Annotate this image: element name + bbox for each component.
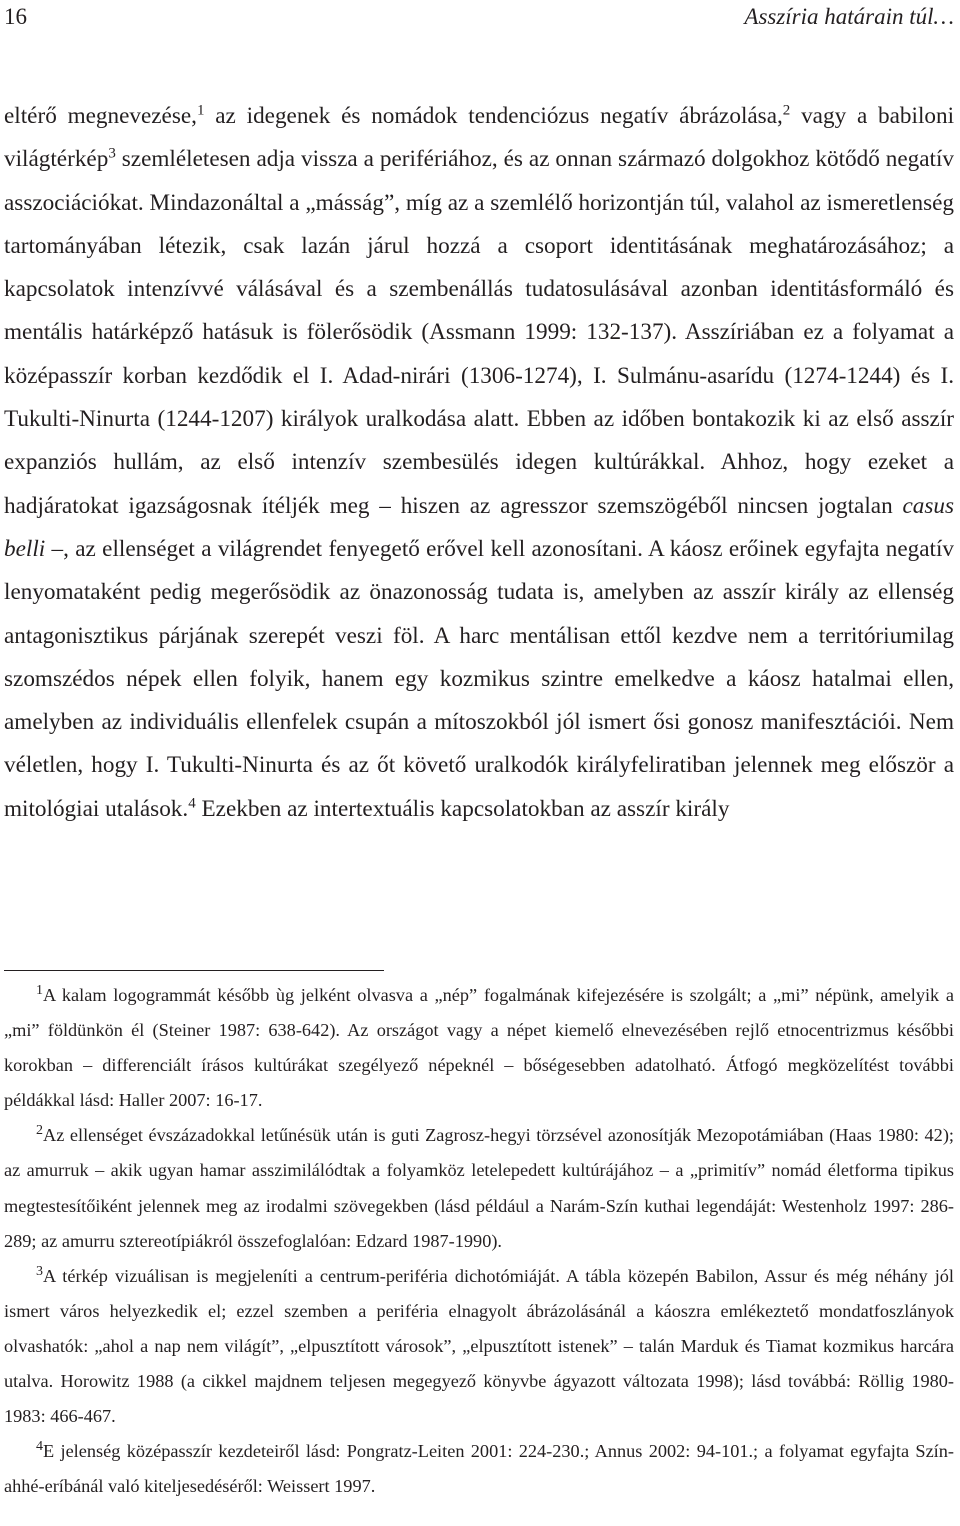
page-number: 16 <box>4 4 27 29</box>
latin-term: casus belli <box>4 492 954 562</box>
text-run: eltérő megnevezése, <box>4 103 197 129</box>
footnote-ref-3[interactable]: 3 <box>108 145 116 162</box>
main-paragraph <box>4 95 954 831</box>
text-run: –, az ellenséget a világrendet fenyegető erővel kell azonosítani. A káosz erőinek egyfajta negatív lenyomataként pedig megerősödik az önazonosság tudata is, amelyben az asszír király az ellenség antagonisztikus párjának szerepét veszi föl. A harc mentálisan ettől kezdve nem a territóriumilag szomszédos népek ellen folyik, hanem egy kozmikus szintre emelkedve a káosz hatalmai ellen, amelyben az individuális ellenfelek csupán a mítoszokból jól ismert ősi gonosz manifesztációi. Nem véletlen, hogy I. Tukulti-Ninurta és az őt követő uralkodók királyfeliratiban jelennek meg először a mitológiai utalások. <box>4 535 954 822</box>
running-head <box>4 0 954 34</box>
footnote-mark: 2 <box>36 1123 43 1139</box>
footnote-text: Az ellenséget évszázadokkal letűnésük után is guti Zagrosz-hegyi törzsével azonosítják Mezopotámiában (Haas 1980: 42); az amurruk – akik ugyan hamar asszimilálódtak a folyamköz letelepedett kultúrájához – a „primitív” nomád életforma tipikus megtestesítőiként jelennek meg az irodalmi szövegekben (lásd például a Narám-Szín kuthai legendáját: Westenholz 1997: 286-289; az amurru sztereotípiákról összefoglalóan: Edzard 1987-1990). <box>4 1125 954 1251</box>
footnote-ref-1[interactable]: 1 <box>196 102 205 119</box>
footnote-2 <box>4 1118 954 1258</box>
footnote-mark: 4 <box>36 1439 43 1455</box>
footnote-1 <box>4 978 954 1118</box>
footnote-ref-2[interactable]: 2 <box>782 102 791 119</box>
footnote-3 <box>4 1259 954 1434</box>
footnote-separator <box>4 970 384 971</box>
running-title: Asszíria határain túl… <box>744 4 954 29</box>
text-run: az idegenek és nomádok tendenciózus negatív ábrázolása, <box>204 103 783 129</box>
footnote-4 <box>4 1434 954 1504</box>
text-run: Ezekben az intertextuális kapcsolatokban az asszír király <box>195 795 730 822</box>
footnote-text: A kalam logogrammát később ùg jelként olvasva a „nép” fogalmának kifejezésére is szolgált; a „mi” népünk, amelyik a „mi” földünkön él (Steiner 1987: 638-642). Az országot vagy a népet kiemelő elnevezésében rejlő etnocentrizmus későbbi korokban – differenciált írásos kultúrákat szegélyező népeknél – bőségesebben adatolható. Átfogó megközelítést további példákkal lásd: Haller 2007: 16-17. <box>4 985 954 1111</box>
text-run: vagy a babiloni világtérkép <box>4 103 955 173</box>
footnote-mark: 3 <box>36 1263 43 1279</box>
footnote-mark: 1 <box>36 982 43 998</box>
footnote-text: E jelenség középasszír kezdeteiről lásd: Pongratz-Leiten 2001: 224-230.; Annus 2002: 94-101.; a folyamat egyfajta Szín-ahhé-eríbánál való kiteljesedéséről: Weissert 1997. <box>4 1441 954 1497</box>
footnote-text: A térkép vizuálisan is megjeleníti a centrum-periféria dichotómiáját. A tábla közepén Babilon, Assur és még néhány jól ismert város helyezkedik el; ezzel szemben a periféria elnagyolt ábrázolásánál a káoszra emlékeztető mondatfoszlányok olvashatók: „ahol a nap nem világít”, „elpusztított városok”, „elpusztított istenek” – talán Marduk és Tiamat kozmikus harcára utalva. Horowitz 1988 (a cikkel majdnem teljesen megegyező könyvbe ágyazott változata 1998); lásd továbbá: Röllig 1980-1983: 466-467. <box>4 1265 954 1427</box>
footnote-ref-4[interactable]: 4 <box>188 795 196 812</box>
footnotes-section <box>4 978 954 1504</box>
text-run: szemléletesen adja vissza a perifériához, és az onnan származó dolgokhoz kötődő negatív asszociációkat. Mindazonáltal a „másság”, míg az a szemlélő horizontján túl, valahol az ismeretlenség tartományában létezik, csak lazán járul hozzá a csoport identitásának meghatározásához; a kapcsolatok intenzívvé válásával és a szembenállás tudatosulásával azonban identitásformáló és mentális határképző hatásuk is fölerősödik (Assmann 1999: 132-137). Asszíriában ez a folyamat a középasszír korban kezdődik el I. Adad-nirári (1306-1274), I. Sulmánu-asarídu (1274-1244) és I. Tukulti-Ninurta (1244-1207) királyok uralkodása alatt. Ebben az időben bontakozik ki az első asszír expanziós hullám, az első intenzív szembesülés idegen kultúrákkal. Ahhoz, hogy ezeket a hadjáratokat igazságosnak ítéljék meg – hiszen az agresszor szemszögéből nincsen jogtalan <box>4 146 954 519</box>
